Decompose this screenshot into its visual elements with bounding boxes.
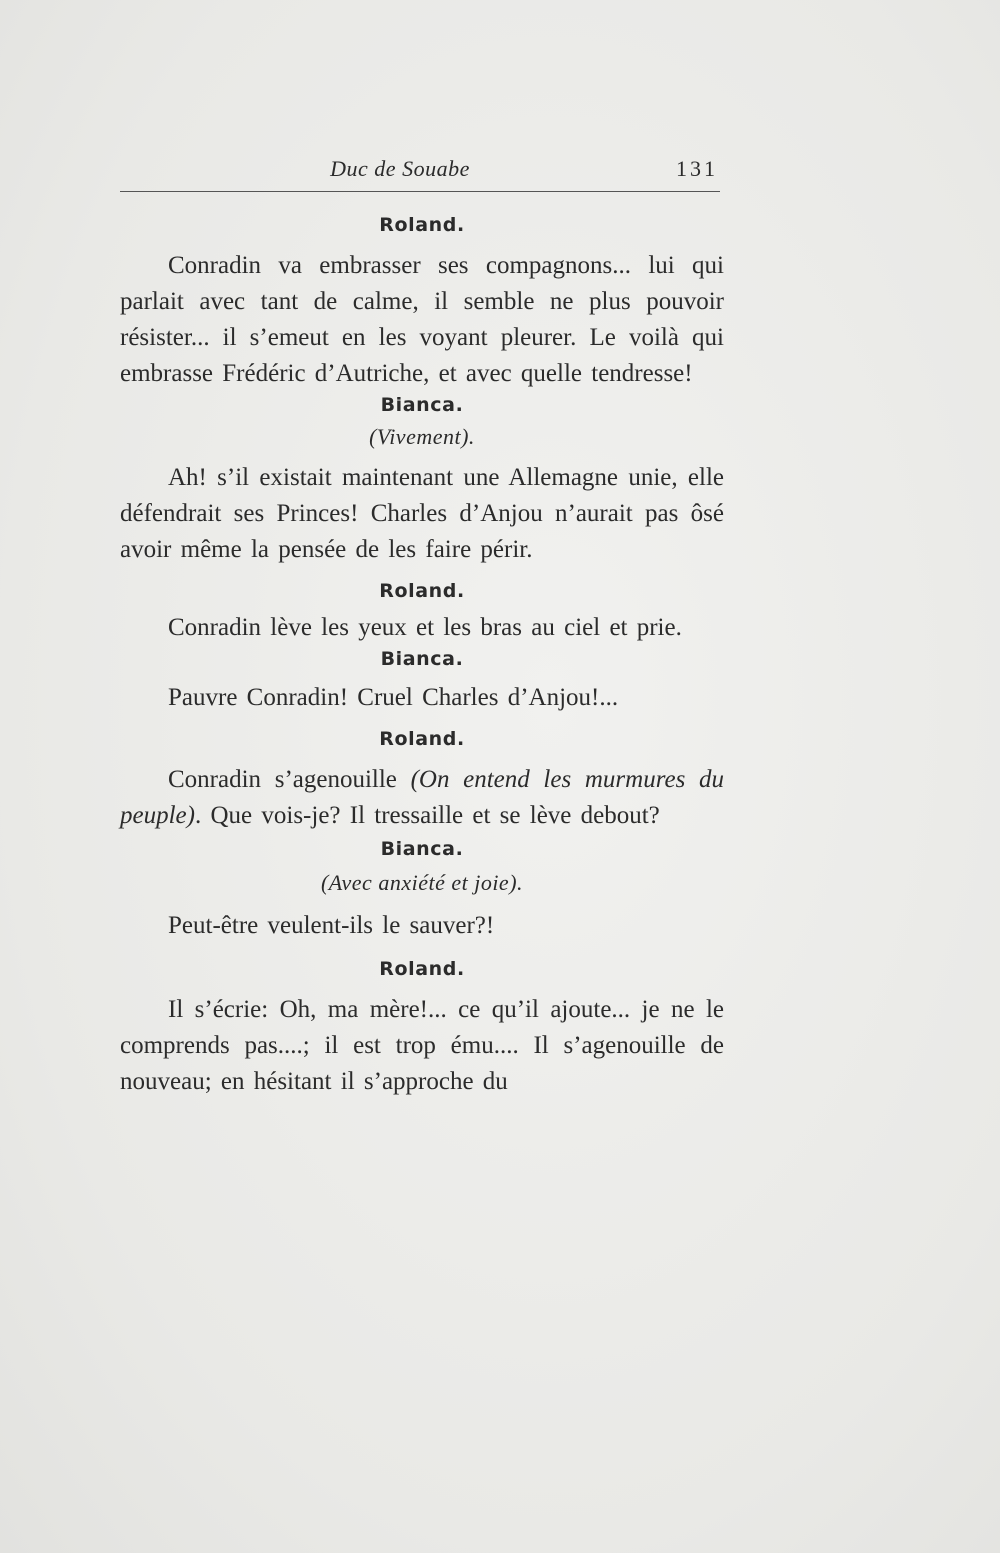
paragraph-text: Ah! s’il existait maintenant une Allemagne unie, elle défendrait ses Princes! Charles d’Anjou n’aurait pas ôsé avoir même la pensée de les faire périr. [120,464,724,563]
inline-stage-direction: (On entend les murmures du peuple) [120,766,724,829]
paragraph-text: Conradin s’agenouille [168,766,411,793]
speaker-name: Roland. [379,580,465,602]
speaker-name: Roland. [379,214,465,236]
dialogue-paragraph [120,762,724,834]
paragraph-text: Pauvre Conradin! Cruel Charles d’Anjou!... [168,684,619,711]
dialogue-paragraph [120,610,724,646]
header-rule [120,191,720,192]
paragraph-text: . Que vois-je? Il tressaille et se lève debout? [194,802,660,829]
paragraph-text: Peut-être veulent-ils le sauver?! [168,912,495,939]
dialogue-text [120,200,724,1100]
speaker-name: Roland. [379,728,465,750]
speaker-name: Bianca. [380,648,464,670]
stage-direction: (Vivement). [369,424,475,449]
speaker-name: Roland. [379,958,465,980]
speaker-name: Bianca. [380,838,464,860]
dialogue-paragraph [120,992,724,1100]
running-title: Duc de Souabe [330,156,470,181]
dialogue-paragraph [120,248,724,392]
dialogue-paragraph [120,680,724,716]
running-head [120,152,720,188]
dialogue-paragraph [120,908,724,944]
page-number: 131 [676,156,718,181]
dialogue-paragraph [120,460,724,568]
speaker-name: Bianca. [380,394,464,416]
paragraph-text: Il s’écrie: Oh, ma mère!... ce qu’il ajoute... je ne le comprends pas....; il est trop ému.... Il s’agenouille de nouveau; en hésitant il s’approche du [120,996,724,1095]
stage-direction: (Avec anxiété et joie). [320,870,524,895]
paragraph-text: Conradin va embrasser ses compagnons... lui qui parlait avec tant de calme, il semble ne plus pouvoir résister... il s’emeut en les voyant pleurer. Le voilà qui embrasse Frédéric d’Autriche, et avec quelle tendresse! [120,252,724,387]
paragraph-text: Conradin lève les yeux et les bras au ciel et prie. [168,614,682,641]
